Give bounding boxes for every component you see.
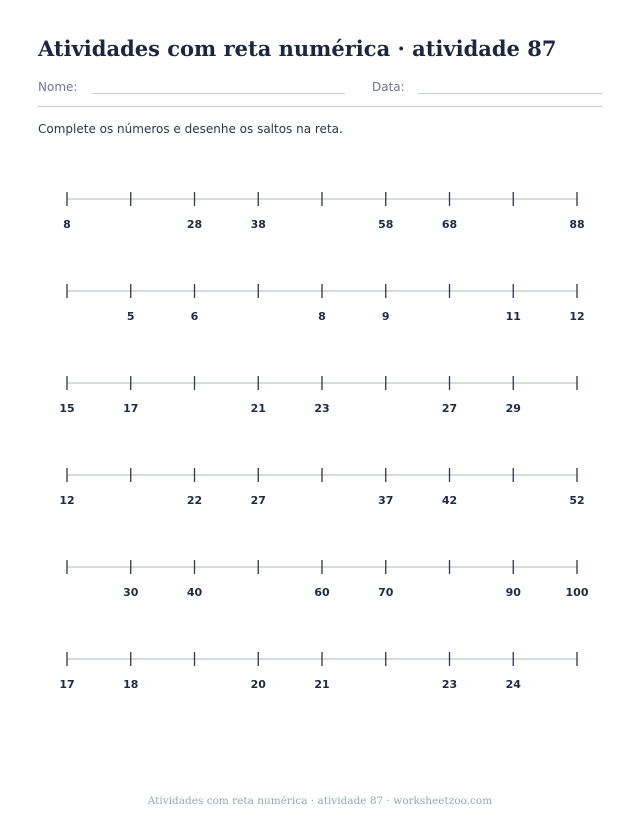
number-line (59, 468, 584, 507)
tick-label: 23 (441, 678, 458, 691)
tick-label: 40 (186, 586, 203, 599)
tick-label: 8 (63, 218, 71, 231)
tick-label: 20 (250, 678, 266, 691)
tick-label: 42 (441, 494, 458, 507)
tick-label: 24 (505, 678, 521, 691)
tick-label: 6 (190, 310, 199, 323)
tick-label: 17 (59, 678, 75, 691)
tick-label: 23 (314, 402, 330, 415)
tick-label: 38 (250, 218, 266, 231)
tick-label: 60 (314, 586, 330, 599)
tick-label: 52 (569, 494, 585, 507)
tick-label: 21 (250, 402, 266, 415)
tick-label: 11 (505, 310, 521, 323)
tick-label: 88 (569, 218, 585, 231)
tick-label: 27 (250, 494, 266, 507)
tick-label: 18 (123, 678, 139, 691)
number-line (63, 192, 584, 231)
tick-label: 12 (569, 310, 585, 323)
tick-label: 58 (378, 218, 394, 231)
tick-label: 28 (186, 218, 203, 231)
number-line (59, 376, 577, 415)
tick-label: 29 (505, 402, 521, 415)
footer: Atividades com reta numérica · atividade 87 · worksheetzoo.com (147, 795, 493, 807)
tick-label: 37 (378, 494, 394, 507)
tick-label: 5 (126, 310, 135, 323)
tick-label: 70 (378, 586, 394, 599)
tick-label: 12 (59, 494, 75, 507)
tick-label: 17 (123, 402, 139, 415)
number-line (67, 284, 585, 323)
tick-label: 15 (59, 402, 75, 415)
date-label: Data: (372, 80, 405, 94)
tick-label: 27 (441, 402, 458, 415)
number-line (67, 560, 589, 599)
tick-label: 30 (123, 586, 139, 599)
tick-label: 9 (381, 310, 390, 323)
tick-label: 8 (318, 310, 326, 323)
tick-label: 22 (186, 494, 203, 507)
tick-label: 21 (314, 678, 330, 691)
number-line (59, 652, 577, 691)
tick-label: 90 (505, 586, 521, 599)
tick-label: 68 (441, 218, 458, 231)
name-label: Nome: (38, 80, 78, 94)
page-title: Atividades com reta numérica · atividade 87 (38, 36, 557, 61)
instructions: Complete os números e desenhe os saltos na reta. (38, 122, 343, 136)
tick-label: 100 (565, 586, 589, 599)
